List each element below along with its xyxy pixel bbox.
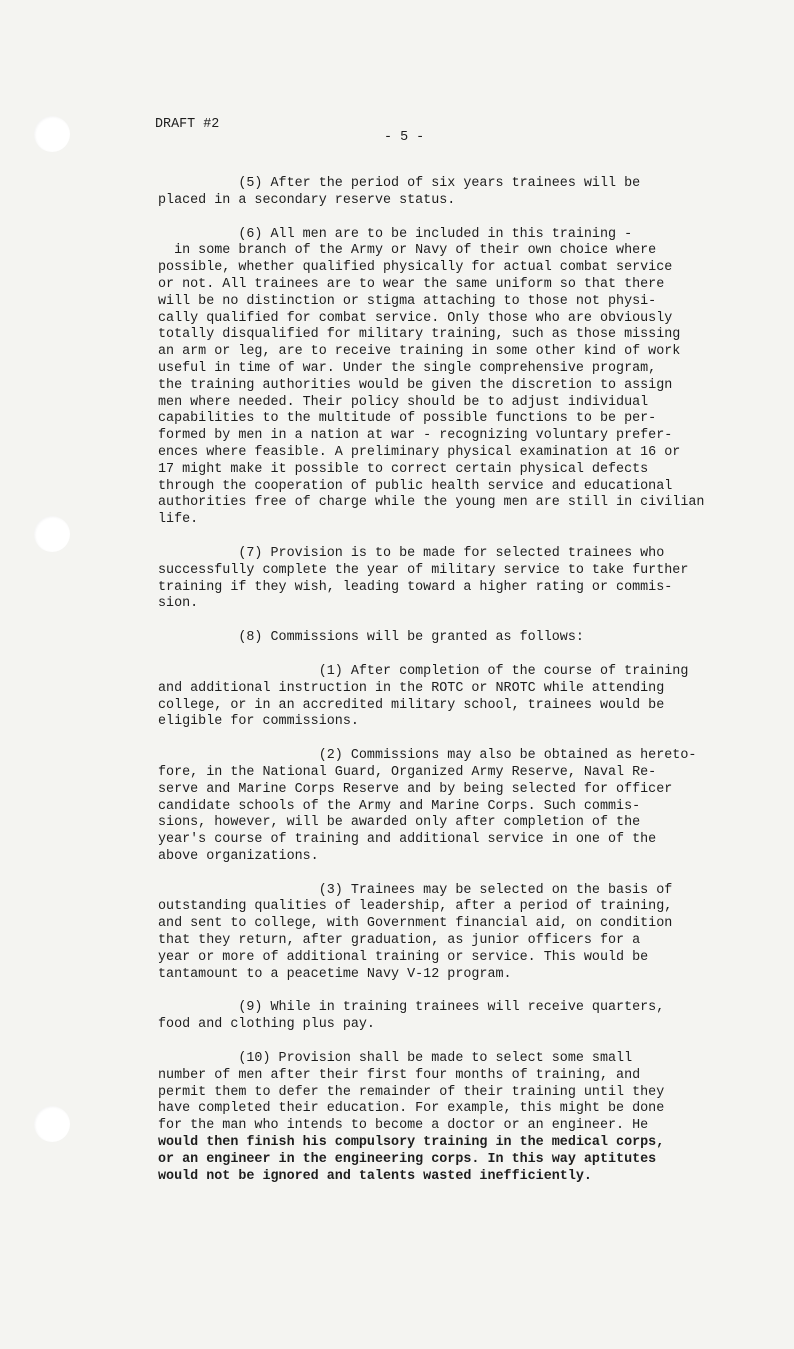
text-line: number of men after their first four months of training, and [158,1067,641,1083]
text-line: useful in time of war. Under the single comprehensive program, [158,360,657,376]
text-line: formed by men in a nation at war - recognizing voluntary prefer- [158,428,673,444]
text-line: life. [158,512,199,528]
text-line: that they return, after graduation, as junior officers for a [158,933,641,949]
paragraph [158,630,718,647]
punch-hole [34,116,70,152]
punch-hole [34,516,70,552]
text-line: (9) While in training trainees will receive quarters, [158,1000,665,1016]
text-line: (2) Commissions may also be obtained as hereto- [158,748,697,764]
text-line: candidate schools of the Army and Marine Corps. Such commis- [158,798,641,814]
text-line: sions, however, will be awarded only after completion of the [158,815,641,831]
text-line: men where needed. Their policy should be to adjust individual [158,394,649,410]
text-line: outstanding qualities of leadership, after a period of training, [158,899,673,915]
text-line: cally qualified for combat service. Only those who are obviously [158,310,673,326]
text-line: (5) After the period of six years trainees will be [158,176,641,191]
paragraph [158,1000,718,1034]
text-line: (3) Trainees may be selected on the basis of [158,882,673,898]
text-line: fore, in the National Guard, Organized Army Reserve, Naval Re- [158,764,657,780]
text-line: year's course of training and additional service in one of the [158,832,657,848]
text-line: for the man who intends to become a doctor or an engineer. He [158,1118,649,1134]
text-line: through the cooperation of public health service and educational [158,478,673,494]
text-line: year or more of additional training or service. This would be [158,949,649,965]
text-line: totally disqualified for military training, such as those missing [158,327,681,343]
paragraph [158,748,718,866]
paragraph [158,1051,718,1185]
text-line: permit them to defer the remainder of their training until they [158,1084,665,1100]
text-line: eligible for commissions. [158,714,359,730]
page-number: - 5 - [384,130,425,145]
text-line: (6) All men are to be included in this training - [158,226,633,242]
paragraph [158,664,718,731]
text-line: have completed their education. For example, this might be done [158,1101,665,1117]
draft-label: DRAFT #2 [155,117,220,132]
text-line: college, or in an accredited military school, trainees would be [158,697,665,713]
text-line: 17 might make it possible to correct certain physical defects [158,461,649,477]
punch-hole [34,1106,70,1142]
paragraph [158,883,718,984]
text-line: or not. All trainees are to wear the same uniform so that there [158,276,665,292]
text-line: would not be ignored and talents wasted inefficiently. [158,1168,592,1184]
text-line: and additional instruction in the ROTC or NROTC while attending [158,680,665,696]
text-line: (7) Provision is to be made for selected trainees who [158,545,665,561]
text-line: successfully complete the year of military service to take further [158,562,689,578]
text-line: in some branch of the Army or Navy of their own choice where [158,243,657,259]
text-line: ences where feasible. A preliminary physical examination at 16 or [158,444,681,460]
text-line: authorities free of charge while the young men are still in civilian [158,495,705,511]
text-line: placed in a secondary reserve status. [158,192,456,208]
text-line: will be no distinction or stigma attaching to those not physi- [158,293,657,309]
text-line: training if they wish, leading toward a higher rating or commis- [158,579,673,595]
text-line: (10) Provision shall be made to select some small [158,1051,633,1067]
text-line: the training authorities would be given the discretion to assign [158,377,673,393]
paragraph [158,176,718,210]
text-line: or an engineer in the engineering corps. In this way aptitutes [158,1151,657,1167]
paragraph [158,546,718,613]
text-line: possible, whether qualified physically for actual combat service [158,260,673,276]
text-line: an arm or leg, are to receive training in some other kind of work [158,344,681,360]
document-body [158,176,718,1202]
text-line: sion. [158,596,199,612]
text-line: (1) After completion of the course of training [158,663,689,679]
text-line: above organizations. [158,848,319,864]
text-line: serve and Marine Corps Reserve and by being selected for officer [158,781,673,797]
text-line: tantamount to a peacetime Navy V-12 program. [158,966,512,982]
text-line: would then finish his compulsory training in the medical corps, [158,1135,665,1151]
paragraph [158,227,718,529]
text-line: (8) Commissions will be granted as follows: [158,630,584,646]
text-line: and sent to college, with Government financial aid, on condition [158,916,673,932]
text-line: food and clothing plus pay. [158,1017,375,1033]
text-line: capabilities to the multitude of possible functions to be per- [158,411,657,427]
